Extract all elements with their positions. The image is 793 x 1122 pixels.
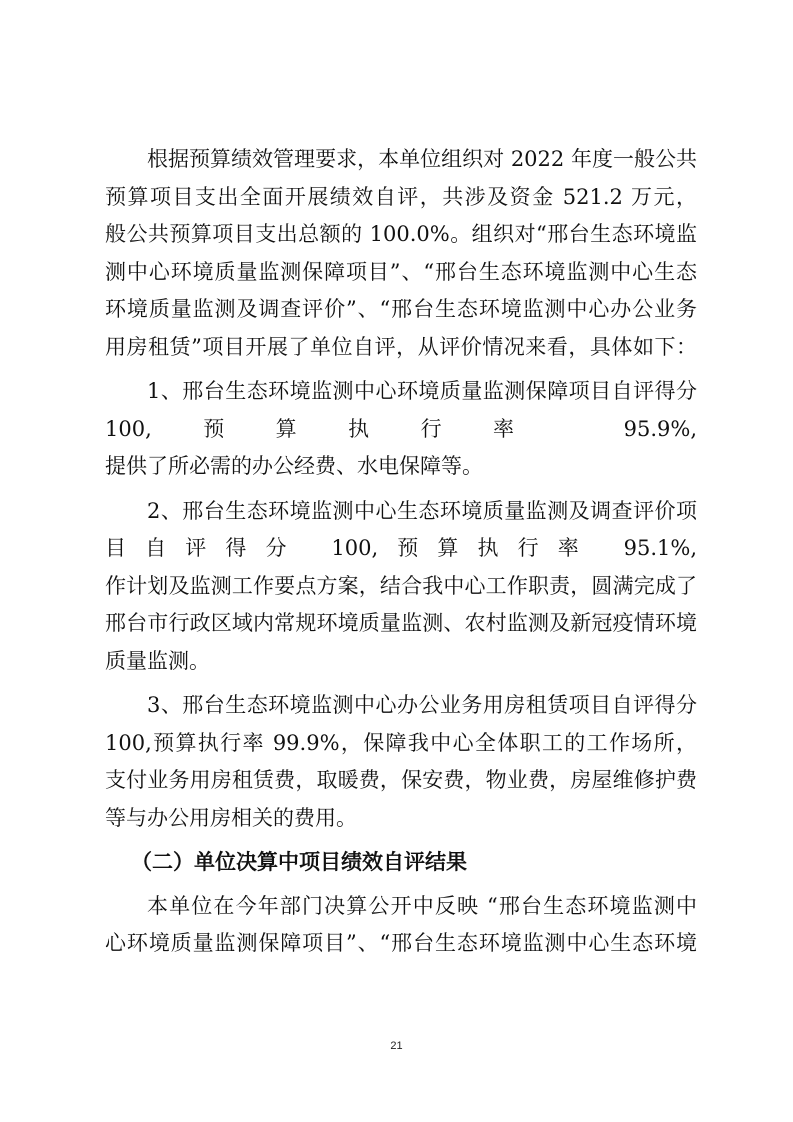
section-heading: （二）单位决算中项目绩效自评结果	[131, 850, 467, 874]
text-line: 般公共预算项目支出总额的 100.0%。组织对“邢台生态环境监	[105, 222, 697, 246]
text-line: 目自评得分 100,预算执行率 95.1%,	[105, 536, 697, 560]
page-number: 21	[390, 1040, 403, 1052]
text-line: 邢台市行政区域内常规环境质量监测、农村监测及新冠疫情环境	[105, 611, 697, 635]
paragraph-item-3	[105, 687, 697, 837]
text-line: 100,预算执行率 99.9%，保障我中心全体职工的工作场所，	[105, 730, 697, 755]
text-line: 3、邢台生态环境监测中心办公业务用房租赁项目自评得分	[147, 693, 697, 717]
paragraph-item-1	[105, 373, 697, 486]
text-line: 根据预算绩效管理要求，本单位组织对 2022 年度一般公共	[147, 147, 697, 171]
text-line: 本单位在今年部门决算公开中反映 “邢台生态环境监测中	[147, 893, 697, 918]
text-line: 质量监测。	[105, 648, 210, 673]
text-line: 1、邢台生态环境监测中心环境质量监测保障项目自评得分	[147, 379, 697, 403]
text-line: 用房租赁”项目开展了单位自评，从评价情况来看，具体如下：	[105, 334, 697, 359]
text-line: 等与办公用房相关的费用。	[105, 805, 357, 830]
text-line: 心环境质量监测保障项目”、“邢台生态环境监测中心生态环境	[105, 931, 697, 955]
text-line: 100,预算执行率 95.9%,	[105, 416, 697, 441]
paragraph-evaluation-overview	[105, 141, 697, 366]
paragraph-closing	[105, 888, 697, 963]
page-body	[105, 141, 697, 970]
text-line: 作计划及监测工作要点方案，结合我中心工作职责，圆满完成了	[105, 573, 697, 598]
paragraph-item-2	[105, 493, 697, 681]
text-line: 测中心环境质量监测保障项目”、“邢台生态环境监测中心生态	[105, 259, 697, 284]
text-line: 预算项目支出全面开展绩效自评，共涉及资金 521.2 万元，	[105, 184, 697, 209]
text-line: 支付业务用房租赁费，取暖费，保安费，物业费，房屋维修护费	[105, 768, 697, 792]
text-line: 环境质量监测及调查评价”、“邢台生态环境监测中心办公业务	[105, 297, 697, 321]
text-line: 提供了所必需的办公经费、水电保障等。	[105, 454, 483, 478]
text-line: 2、邢台生态环境监测中心生态环境质量监测及调查评价项	[147, 498, 697, 523]
